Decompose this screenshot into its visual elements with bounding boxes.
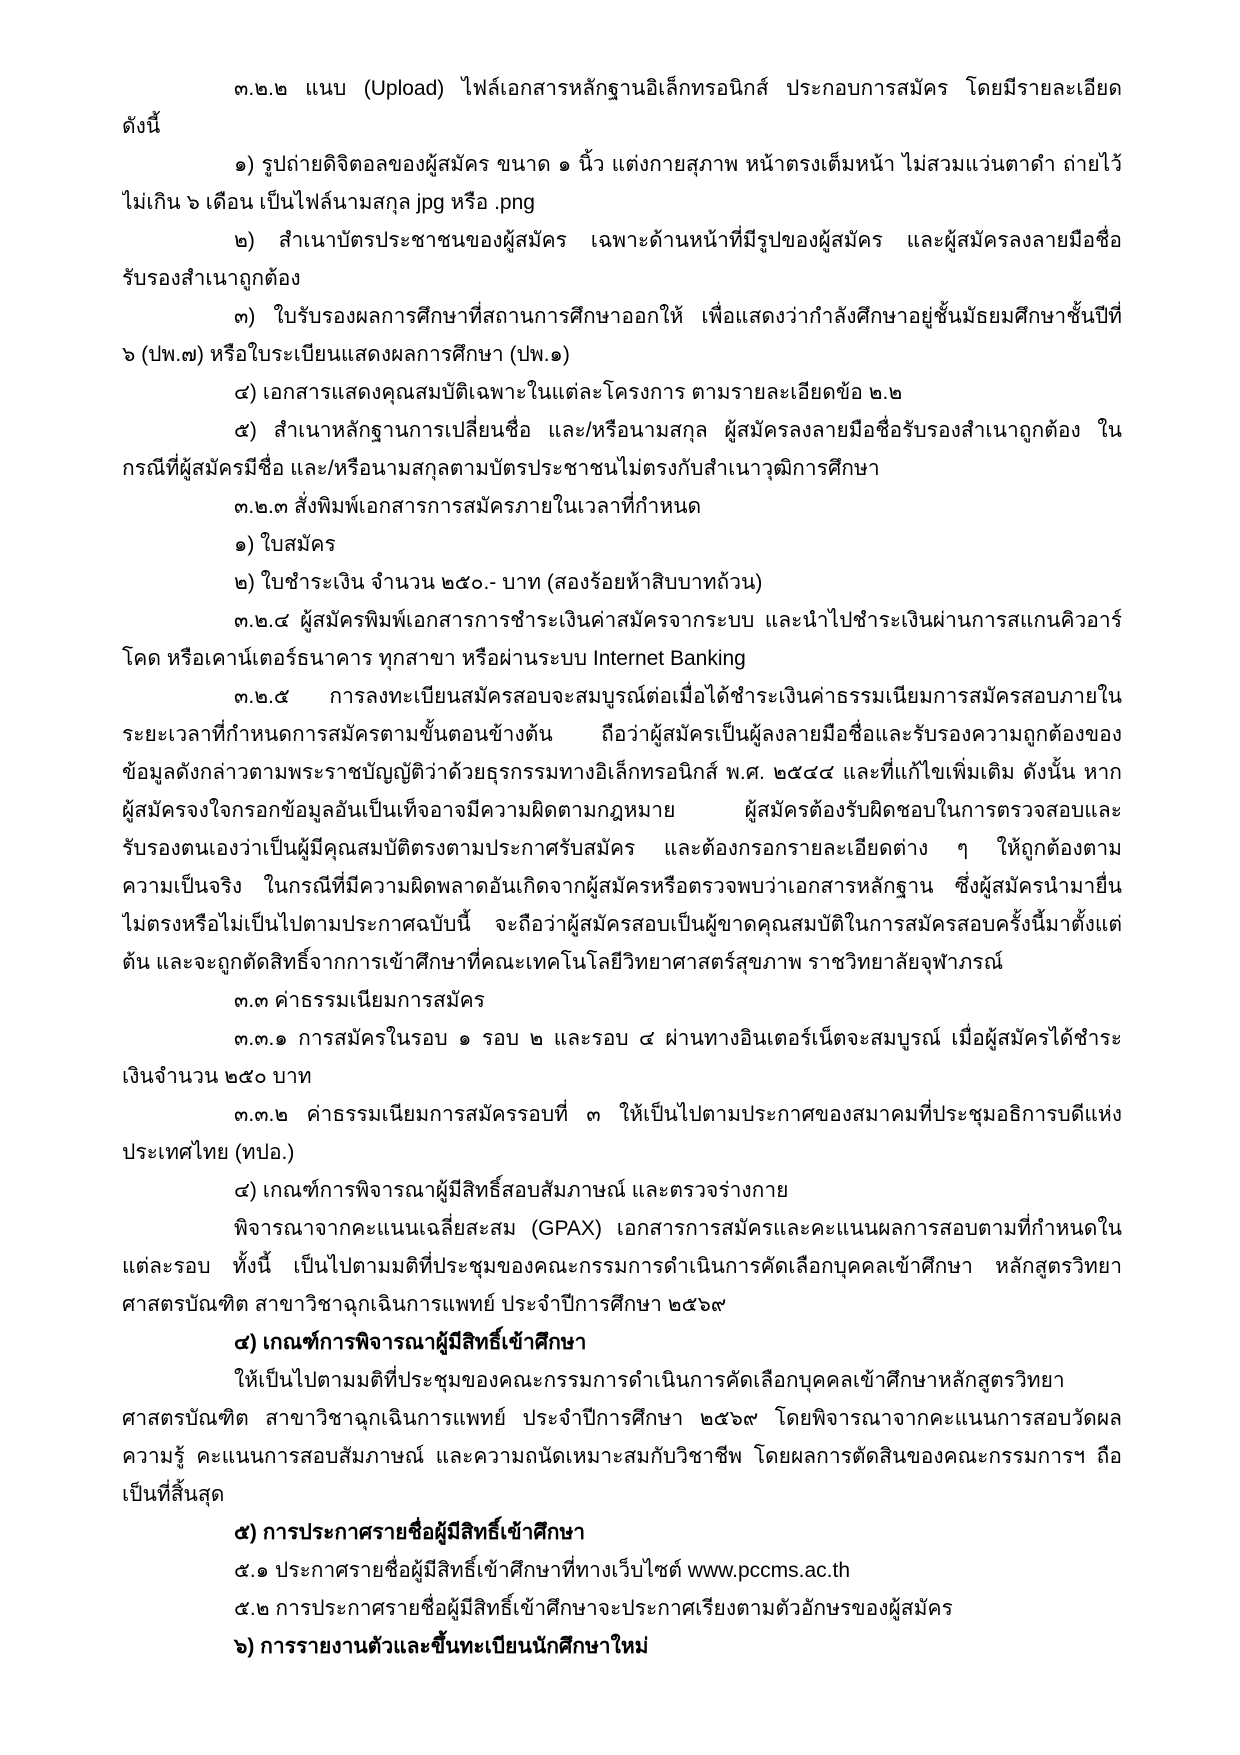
text-line: พิจารณาจากคะแนนเฉลี่ยสะสม (GPAX) เอกสารการสมัครและคะแนนผลการสอบตามที่กำหนดใน [234,1217,1122,1240]
text-line: ศาสตรบัณฑิต สาขาวิชาฉุกเฉินการแพทย์ ประจำปีการศึกษา ๒๕๖๙ [122,1293,727,1316]
text-line: ๕) สำเนาหลักฐานการเปลี่ยนชื่อ และ/หรือนามสกุล ผู้สมัครลงลายมือชื่อรับรองสำเนาถูกต้อง ใน [234,419,1122,442]
text-line: ๓.๓.๑ การสมัครในรอบ ๑ รอบ ๒ และรอบ ๔ ผ่านทางอินเตอร์เน็ตจะสมบูรณ์ เมื่อผู้สมัครได้ชำระ [234,1027,1122,1050]
text-line: ความเป็นจริง ในกรณีที่มีความผิดพลาดอันเกิดจากผู้สมัครหรือตรวจพบว่าเอกสารหลักฐาน ซึ่งผู้สมัครนำมายื่น [122,875,1122,898]
text-line: ข้อมูลดังกล่าวตามพระราชบัญญัติว่าด้วยธุรกรรมทางอิเล็กทรอนิกส์ พ.ศ. ๒๕๔๔ และที่แก้ไขเพิ่มเติม ดังนั้น หาก [122,761,1122,784]
text-line: ไม่ตรงหรือไม่เป็นไปตามประกาศฉบับนี้ จะถือว่าผู้สมัครสอบเป็นผู้ขาดคุณสมบัติในการสมัครสอบครั้งนี้มาตั้งแต่ [122,913,1122,936]
text-line: ระยะเวลาที่กำหนดการสมัครตามขั้นตอนข้างต้น ถือว่าผู้สมัครเป็นผู้ลงลายมือชื่อและรับรองความถูกต้องของ [122,723,1122,746]
text-line: ๑) รูปถ่ายดิจิตอลของผู้สมัคร ขนาด ๑ นิ้ว แต่งกายสุภาพ หน้าตรงเต็มหน้า ไม่สวมแว่นตาดำ ถ่ายไว้ [234,153,1122,176]
text-line: ๕.๒ การประกาศรายชื่อผู้มีสิทธิ์เข้าศึกษาจะประกาศเรียงตามตัวอักษรของผู้สมัคร [234,1597,953,1620]
text-line: กรณีที่ผู้สมัครมีชื่อ และ/หรือนามสกุลตามบัตรประชาชนไม่ตรงกับสำเนาวุฒิการศึกษา [122,457,880,480]
section-heading-line: ๕) การประกาศรายชื่อผู้มีสิทธิ์เข้าศึกษา [234,1521,586,1544]
text-line: ๓.๒.๓ สั่งพิมพ์เอกสารการสมัครภายในเวลาที่กำหนด [234,495,702,518]
text-line: ๓) ใบรับรองผลการศึกษาที่สถานการศึกษาออกให้ เพื่อแสดงว่ากำลังศึกษาอยู่ชั้นมัธยมศึกษาชั้นปีที่ [234,305,1122,328]
text-line: ๓.๒.๔ ผู้สมัครพิมพ์เอกสารการชำระเงินค่าสมัครจากระบบ และนำไปชำระเงินผ่านการสแกนคิวอาร์ [234,609,1122,632]
text-line: แต่ละรอบ ทั้งนี้ เป็นไปตามมติที่ประชุมของคณะกรรมการดำเนินการคัดเลือกบุคคลเข้าศึกษา หลักสูตรวิทยา [122,1255,1122,1278]
text-line: โคด หรือเคาน์เตอร์ธนาคาร ทุกสาขา หรือผ่านระบบ Internet Banking [122,647,746,670]
text-line: ๒) ใบชำระเงิน จำนวน ๒๕๐.- บาท (สองร้อยห้าสิบบาทถ้วน) [234,571,763,594]
section-heading-line: ๔) เกณฑ์การพิจารณาผู้มีสิทธิ์เข้าศึกษา [234,1331,587,1354]
text-line: ความรู้ คะแนนการสอบสัมภาษณ์ และความถนัดเหมาะสมกับวิชาชีพ โดยผลการตัดสินของคณะกรรมการฯ ถือ [122,1445,1122,1468]
text-line: ๓.๓.๒ ค่าธรรมเนียมการสมัครรอบที่ ๓ ให้เป็นไปตามประกาศของสมาคมที่ประชุมอธิการบดีแห่ง [234,1103,1122,1126]
text-line: ผู้สมัครจงใจกรอกข้อมูลอันเป็นเท็จอาจมีความผิดตามกฎหมาย ผู้สมัครต้องรับผิดชอบในการตรวจสอบและ [122,799,1122,822]
text-line: ต้น และจะถูกตัดสิทธิ์จากการเข้าศึกษาที่คณะเทคโนโลยีวิทยาศาสตร์สุขภาพ ราชวิทยาลัยจุฬาภรณ์ [122,951,1004,974]
text-line: ๓.๒.๕ การลงทะเบียนสมัครสอบจะสมบูรณ์ต่อเมื่อได้ชำระเงินค่าธรรมเนียมการสมัครสอบภายใน [234,685,1122,708]
text-line: ๓.๓ ค่าธรรมเนียมการสมัคร [234,989,485,1012]
text-line: ๓.๒.๒ แนบ (Upload) ไฟล์เอกสารหลักฐานอิเล็กทรอนิกส์ ประกอบการสมัคร โดยมีรายละเอียด [234,77,1122,100]
text-line: ประเทศไทย (ทปอ.) [122,1141,295,1164]
text-line: ๔) เอกสารแสดงคุณสมบัติเฉพาะในแต่ละโครงการ ตามรายละเอียดข้อ ๒.๒ [234,381,903,404]
text-line: ๕.๑ ประกาศรายชื่อผู้มีสิทธิ์เข้าศึกษาที่ทางเว็บไซต์ www.pccms.ac.th [234,1559,851,1582]
text-line: เงินจำนวน ๒๕๐ บาท [122,1065,312,1088]
text-line: ดังนี้ [122,115,161,138]
section-heading-line: ๖) การรายงานตัวและขึ้นทะเบียนนักศึกษาใหม่ [234,1635,649,1658]
text-line: เป็นที่สิ้นสุด [122,1483,225,1506]
text-line: ไม่เกิน ๖ เดือน เป็นไฟล์นามสกุล jpg หรือ .png [122,191,535,214]
text-line: ให้เป็นไปตามมติที่ประชุมของคณะกรรมการดำเนินการคัดเลือกบุคคลเข้าศึกษาหลักสูตรวิทยา [234,1369,1065,1392]
text-line: ๑) ใบสมัคร [234,533,336,556]
text-line: ศาสตรบัณฑิต สาขาวิชาฉุกเฉินการแพทย์ ประจำปีการศึกษา ๒๕๖๙ โดยพิจารณาจากคะแนนการสอบวัดผล [122,1407,1122,1430]
document-text-block [122,70,1122,1666]
text-line: ๒) สำเนาบัตรประชาชนของผู้สมัคร เฉพาะด้านหน้าที่มีรูปของผู้สมัคร และผู้สมัครลงลายมือชื่อ [234,229,1122,252]
text-line: ๖ (ปพ.๗) หรือใบระเบียนแสดงผลการศึกษา (ปพ.๑) [122,343,570,366]
text-line: รับรองสำเนาถูกต้อง [122,267,301,290]
text-line: รับรองตนเองว่าเป็นผู้มีคุณสมบัติตรงตามประกาศรับสมัคร และต้องกรอกรายละเอียดต่าง ๆ ให้ถูกต้องตาม [122,837,1122,860]
text-line: ๔) เกณฑ์การพิจารณาผู้มีสิทธิ์สอบสัมภาษณ์ และตรวจร่างกาย [234,1179,789,1202]
